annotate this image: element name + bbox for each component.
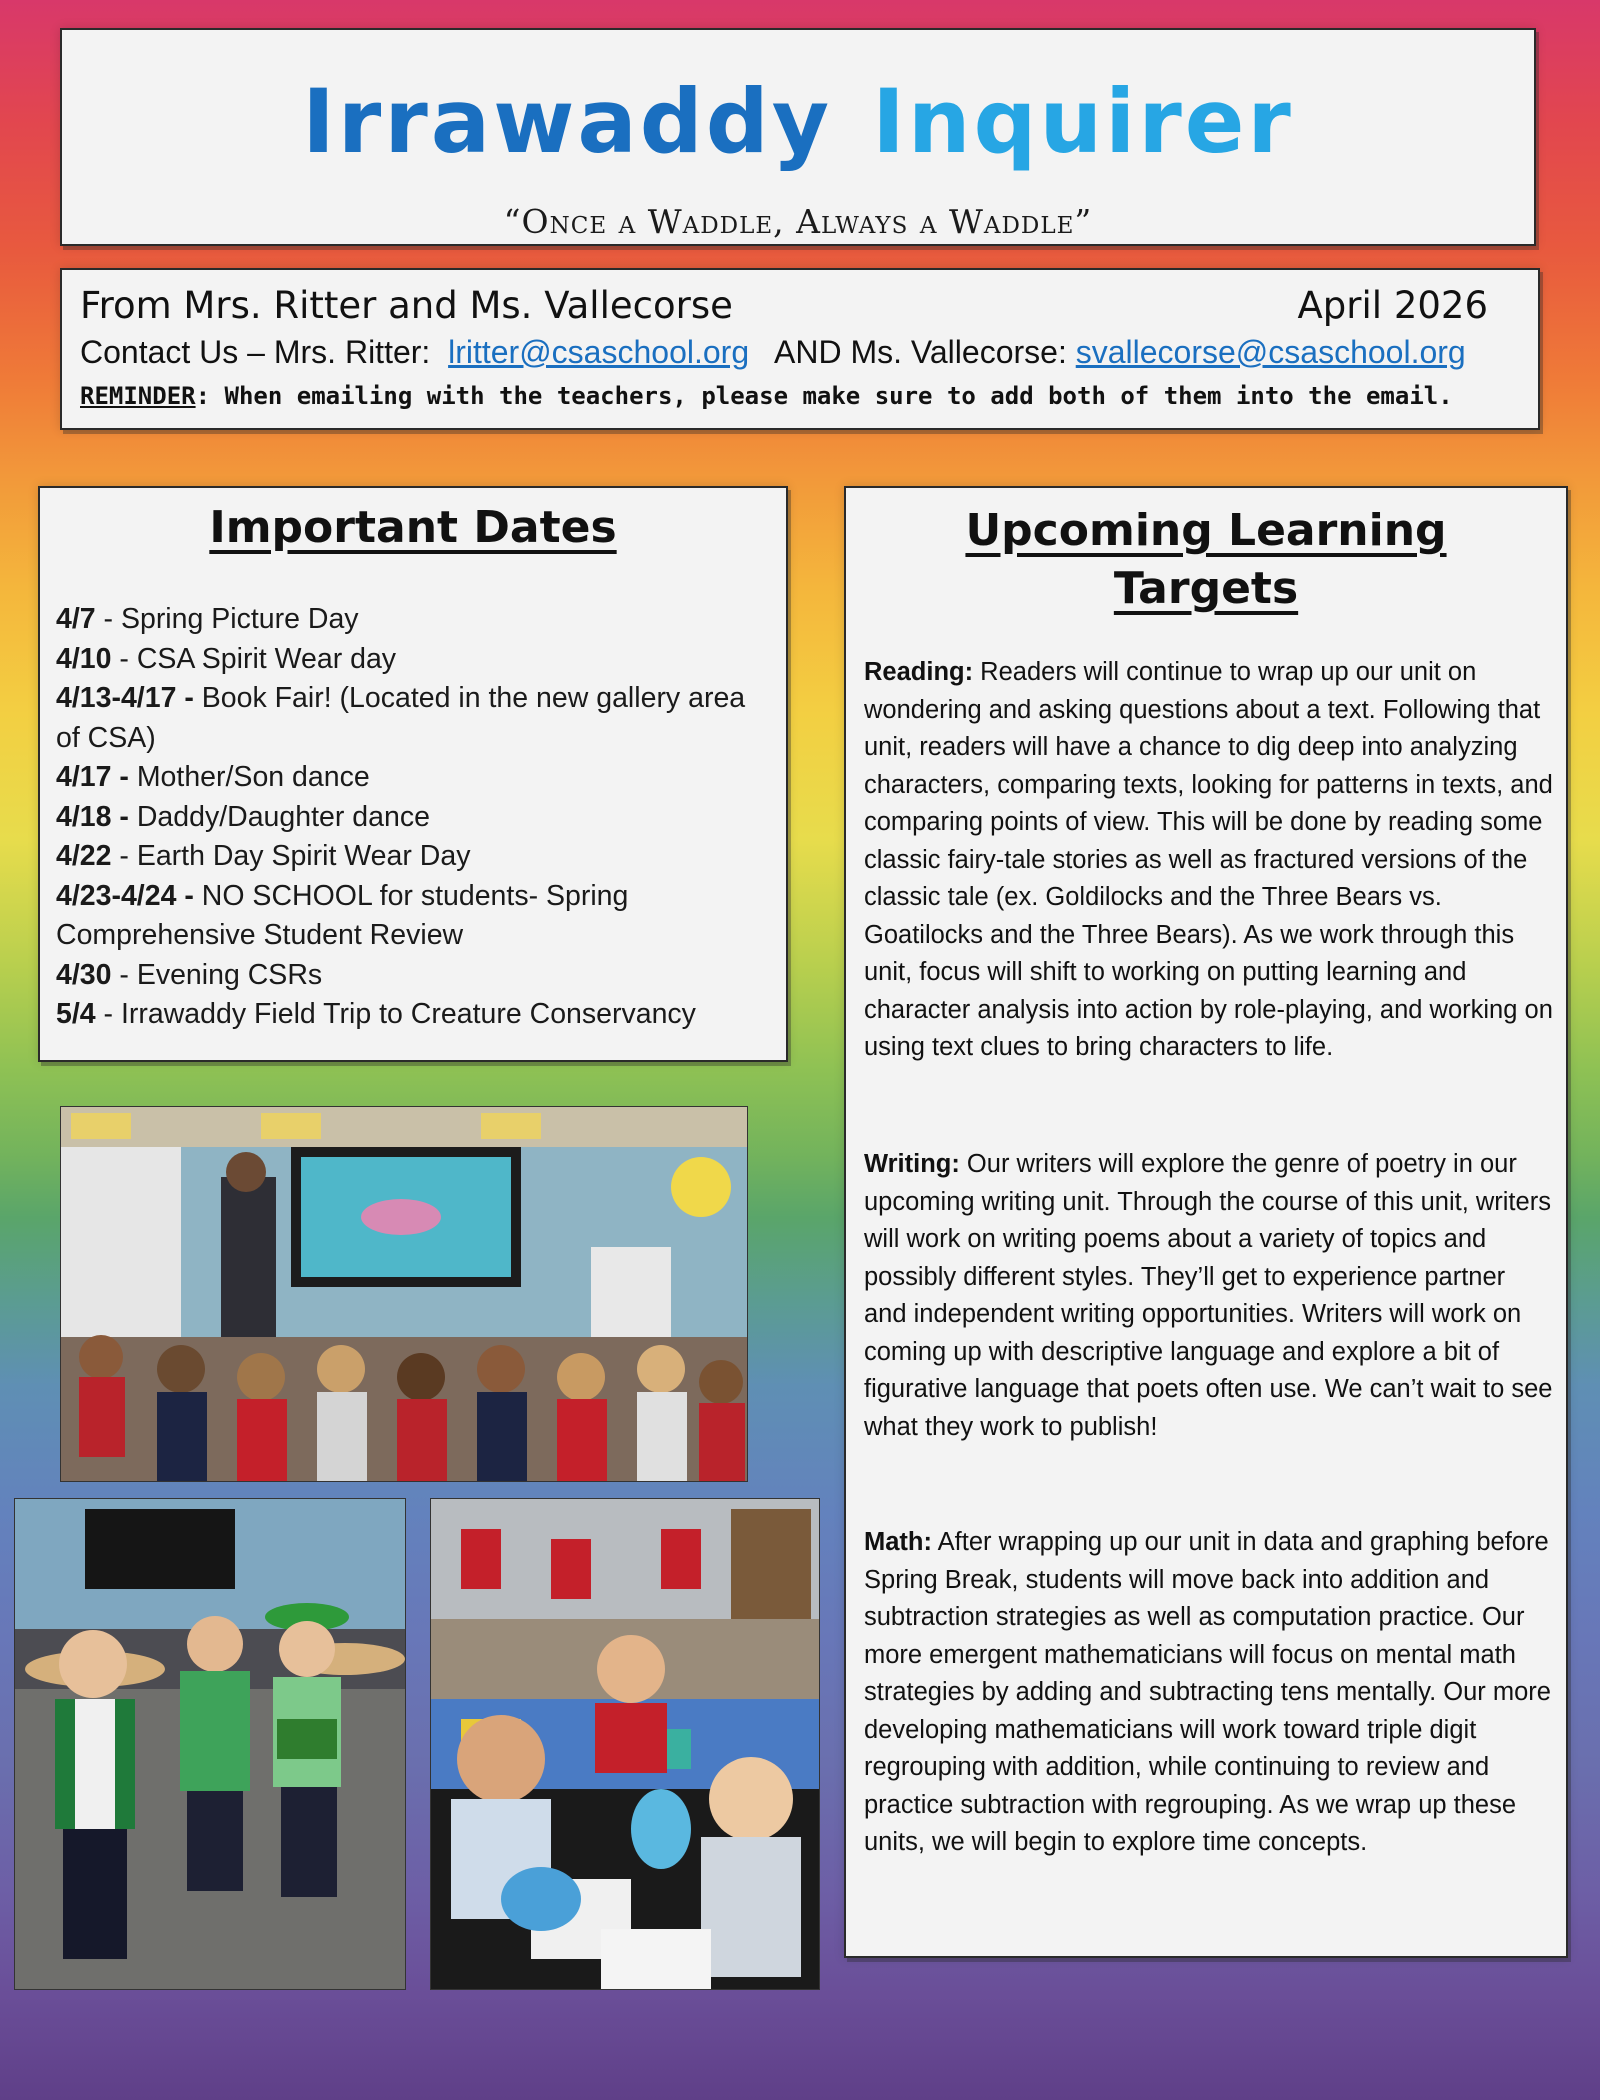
date-description: Daddy/Daughter dance — [136, 800, 430, 833]
date-label: 4/22 — [56, 840, 112, 872]
date-label: 4/17 - — [56, 761, 129, 793]
math-label: Math: — [864, 1528, 932, 1556]
contact-line — [80, 334, 1466, 371]
from-line: From Mrs. Ritter and Ms. Vallecorse — [80, 284, 733, 327]
ritter-email-link[interactable]: lritter@csaschool.org — [448, 334, 750, 370]
date-item — [56, 600, 776, 640]
date-item — [56, 679, 776, 758]
date-item — [56, 758, 776, 798]
date-separator: - — [95, 603, 121, 635]
masthead — [60, 28, 1536, 246]
date-label: 4/30 — [56, 958, 112, 991]
motto: “Once a Waddle, Always a Waddle” — [503, 202, 1093, 241]
date-separator: - — [95, 998, 121, 1030]
reading-text: Readers will continue to wrap up our unit on wondering and asking questions about a text. Following that unit, readers will have a chance to dig deep into analyzing characters, comparing texts, looking for patterns in texts, and comparing points of view. This will be done by reading some classic fairy-tale stories as well as fractured versions of the classic tale (ex. Goldilocks and the Three Bears vs. Goatilocks and the Three Bears). As we work through this unit, focus will shift to working on putting learning and character analysis into action by role-playing, and working on using text clues to bring characters to life. — [864, 658, 1553, 1061]
newsletter-title — [62, 70, 1534, 173]
classroom-photo — [60, 1106, 748, 1482]
reminder-text: : When emailing with the teachers, please make sure to add both of them into the email. — [195, 382, 1453, 410]
reading-paragraph — [864, 654, 1554, 1067]
date-separator — [194, 880, 202, 912]
date-label: 4/7 — [56, 603, 96, 635]
date-label: 4/10 — [56, 642, 112, 675]
learning-targets-panel — [844, 486, 1568, 1958]
learning-targets-heading: Upcoming Learning Targets — [965, 505, 1447, 614]
date-description: Irrawaddy Field Trip to Creature Conservancy — [120, 998, 696, 1030]
date-separator: - — [111, 840, 137, 872]
title-part-1: Irrawaddy — [302, 70, 833, 173]
date-item — [56, 995, 776, 1035]
date-description: Mother/Son dance — [136, 761, 370, 793]
date-description: NO SCHOOL for students- Spring Comprehensive Student Review — [56, 879, 629, 951]
and-text: AND Ms. Vallecorse: — [774, 334, 1067, 370]
date-description: Earth Day Spirit Wear Day — [136, 840, 471, 872]
date-separator — [194, 682, 202, 714]
title-part-2: Inquirer — [872, 70, 1294, 173]
date-label: 4/13-4/17 - — [56, 682, 194, 714]
reading-label: Reading: — [864, 658, 974, 686]
writing-paragraph — [864, 1146, 1554, 1446]
dates-list — [56, 600, 776, 1035]
issue-date: April 2026 — [1297, 284, 1488, 327]
date-separator — [129, 801, 137, 833]
date-label: 4/18 - — [56, 800, 129, 833]
reminder-label: REMINDER — [80, 382, 196, 410]
date-description: CSA Spirit Wear day — [136, 642, 397, 675]
date-separator — [129, 761, 137, 793]
writing-label: Writing: — [864, 1150, 960, 1178]
date-description: Evening CSRs — [136, 958, 323, 991]
math-paragraph — [864, 1524, 1554, 1862]
date-separator: - — [111, 958, 137, 991]
date-separator: - — [111, 642, 137, 675]
date-item — [56, 837, 776, 877]
vallecorse-email-link[interactable]: svallecorse@csaschool.org — [1075, 334, 1466, 370]
important-dates-panel — [38, 486, 788, 1062]
date-label: 4/23-4/24 - — [56, 879, 194, 912]
important-dates-heading: Important Dates — [209, 502, 617, 553]
contact-prefix: Contact Us – Mrs. Ritter: — [80, 334, 431, 370]
date-item — [56, 798, 776, 838]
math-text: After wrapping up our unit in data and graphing before Spring Break, students will move back into addition and subtraction strategies as well as computation practice. Our more emergent mathematicians will focus on mental math strategies by adding and subtracting tens mentally. Our more developing mathematicians will work toward triple digit regrouping with addition, while continuing to review and practice subtraction with regrouping. As we wrap up these units, we will begin to explore time concepts. — [864, 1528, 1551, 1856]
students-photo-1 — [14, 1498, 406, 1990]
date-description: Book Fair! (Located in the new gallery area of CSA) — [56, 682, 746, 754]
reminder-line — [80, 382, 1453, 410]
date-item — [56, 640, 776, 680]
date-item — [56, 956, 776, 996]
writing-text: Our writers will explore the genre of poetry in our upcoming writing unit. Through the course of this unit, writers will work on writing poems about a variety of topics and possibly different styles. They’ll get to experience partner and independent writing opportunities. Writers will work on coming up with descriptive language and explore a bit of figurative language that poets often use. We can’t wait to see what they work to publish! — [864, 1150, 1553, 1441]
date-label: 5/4 — [56, 998, 96, 1030]
students-photo-2 — [430, 1498, 820, 1990]
date-description: Spring Picture Day — [120, 603, 359, 635]
contact-box — [60, 268, 1540, 430]
date-item — [56, 877, 776, 956]
